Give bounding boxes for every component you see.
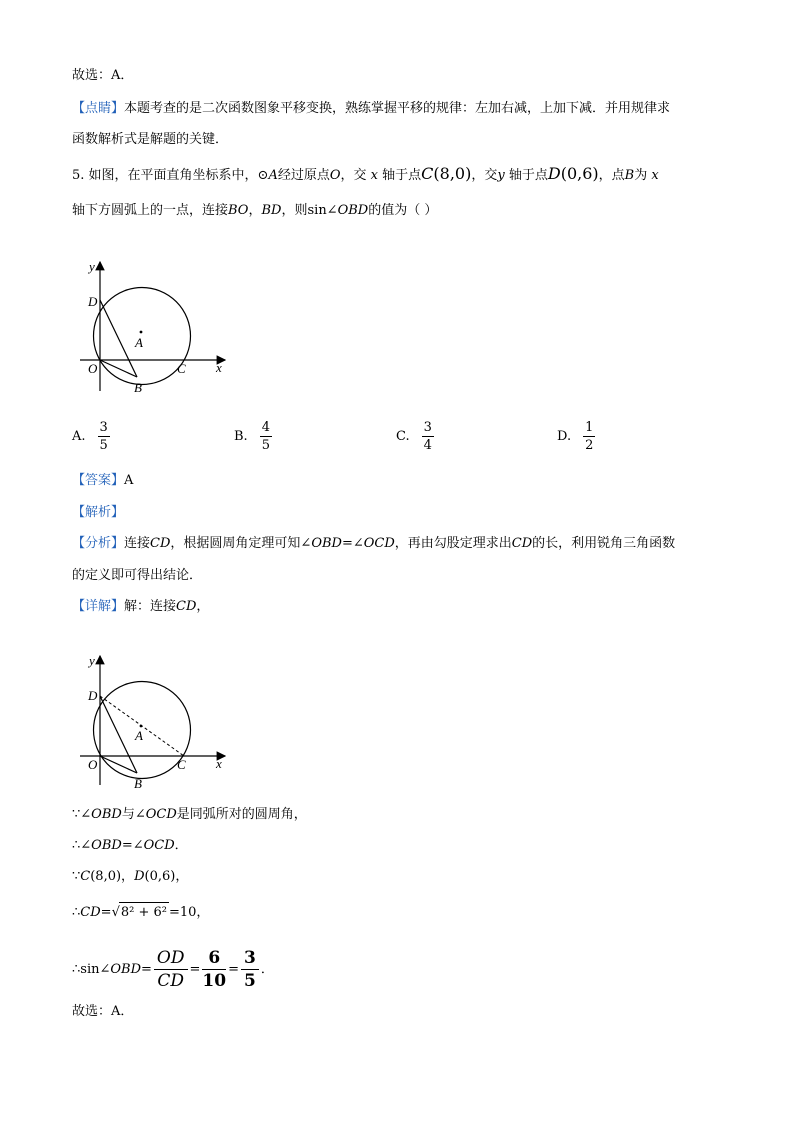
stem-text: ，点 xyxy=(598,168,625,183)
stem-var: A xyxy=(268,168,278,183)
label-a: A xyxy=(135,728,143,743)
comment-tag: 【点睛】 xyxy=(72,101,125,116)
step-text: 是同弧所对的圆周角， xyxy=(176,807,307,822)
stem-text: 轴下方圆弧上的一点，连接 xyxy=(72,203,229,218)
label-y: y xyxy=(89,259,95,274)
step-text: = xyxy=(141,962,152,977)
stem-var: D xyxy=(547,164,561,183)
stem-var: x xyxy=(651,168,659,183)
option-a[interactable] xyxy=(72,415,114,457)
label-b: B xyxy=(134,776,142,791)
step-3 xyxy=(72,867,188,887)
fraction-od-cd xyxy=(154,947,188,992)
step-text: ∴∠ xyxy=(72,838,92,853)
answer-value: A xyxy=(124,473,134,488)
fenxi-var: CD xyxy=(150,536,171,551)
label-d: D xyxy=(88,294,98,309)
fenxi-text: 的长，利用锐角三角函数 xyxy=(532,536,676,551)
stem-var: OBD xyxy=(337,203,369,218)
step-var: OCD xyxy=(145,807,177,822)
fenxi-line-1 xyxy=(72,534,675,554)
step-text: (0,6)， xyxy=(144,869,189,884)
option-fraction xyxy=(260,419,272,454)
frac-den: 5 xyxy=(243,971,256,991)
stem-text: 轴于点 xyxy=(382,168,422,183)
detail-var: CD xyxy=(176,599,197,614)
stem-var: C xyxy=(421,164,434,183)
option-fraction xyxy=(422,419,434,454)
segment-bd xyxy=(100,300,137,377)
detail-tag: 【详解】 xyxy=(72,599,125,614)
label-y: y xyxy=(89,653,95,668)
fenxi-text: ，根据圆周角定理可知∠ xyxy=(170,536,312,551)
option-label: C. xyxy=(396,428,410,444)
analysis-line xyxy=(72,503,124,523)
prev-comment-line-2: 函数解析式是解题的关键． xyxy=(72,132,229,147)
frac-den: 10 xyxy=(202,971,227,991)
final-choose: 故选：A． xyxy=(72,1004,134,1019)
fenxi-var: OBD xyxy=(311,536,342,551)
frac-num: 6 xyxy=(202,947,226,970)
step-text: ∵ xyxy=(72,869,81,884)
option-label: B. xyxy=(234,428,248,444)
stem-var: y xyxy=(497,168,505,183)
step-text: ． xyxy=(174,838,188,853)
fenxi-var: OCD xyxy=(363,536,395,551)
step-text: =10， xyxy=(168,905,210,920)
option-fraction xyxy=(583,419,595,454)
label-c: C xyxy=(177,361,186,376)
label-o: O xyxy=(88,757,98,772)
stem-text: 5. 如图，在平面直角坐标系中，⊙ xyxy=(72,168,269,183)
sqrt-sign: √ xyxy=(111,905,120,920)
frac-den: CD xyxy=(157,971,185,991)
frac-num: 3 xyxy=(241,947,259,970)
frac-den: 5 xyxy=(99,437,108,453)
prev-comment-line-1 xyxy=(72,99,670,119)
step-text: = xyxy=(189,962,201,977)
option-fraction xyxy=(98,419,110,454)
fenxi-text: ，再由勾股定理求出 xyxy=(394,536,512,551)
frac-num: 3 xyxy=(423,419,432,435)
frac-den: 4 xyxy=(423,437,432,453)
label-b: B xyxy=(134,380,142,395)
frac-den: 2 xyxy=(585,437,594,453)
step-var: OBD xyxy=(110,962,142,977)
step-text: ∴ xyxy=(72,905,81,920)
step-text: =∠ xyxy=(121,838,144,853)
option-label: A. xyxy=(72,428,86,444)
label-x: x xyxy=(216,756,222,771)
detail-line xyxy=(72,597,209,617)
fraction-6-10 xyxy=(202,947,226,992)
frac-num: 3 xyxy=(99,419,108,435)
stem-text: 轴于点 xyxy=(508,168,548,183)
option-c[interactable] xyxy=(396,415,438,457)
step-text: (8,0)， xyxy=(90,869,135,884)
prev-choose: 故选：A． xyxy=(72,68,134,83)
center-dot xyxy=(140,725,143,728)
stem-var: B xyxy=(624,168,635,183)
step-text: ． xyxy=(260,962,274,977)
step-text: ∴sin∠ xyxy=(72,962,111,977)
fraction-3-5 xyxy=(241,947,259,992)
step-var: OBD xyxy=(91,838,122,853)
question-stem-line-1 xyxy=(72,164,659,186)
fenxi-text: =∠ xyxy=(341,536,364,551)
label-a: A xyxy=(135,335,143,350)
step-4 xyxy=(72,902,209,923)
label-d: D xyxy=(88,688,98,703)
solution-figure xyxy=(80,650,230,792)
stem-text: 的值为（ ） xyxy=(368,203,438,218)
question-figure xyxy=(80,256,230,398)
stem-text: sin∠ xyxy=(307,203,338,218)
fenxi-var: CD xyxy=(511,536,533,551)
step-text: 与∠ xyxy=(121,807,146,822)
step-text: = xyxy=(100,905,112,920)
step-2 xyxy=(72,836,188,856)
label-x: x xyxy=(216,360,222,375)
comment-text-1: 本题考查的是二次函数图象平移变换，熟练掌握平移的规律：左加右减，上加下减．并用规律求 xyxy=(124,101,671,116)
detail-text: ， xyxy=(196,599,210,614)
stem-var: x xyxy=(370,168,379,183)
step-var: OBD xyxy=(91,807,122,822)
option-d[interactable] xyxy=(557,415,599,457)
label-c: C xyxy=(177,757,186,772)
frac-num: 4 xyxy=(261,419,270,435)
stem-text: ，则 xyxy=(281,203,308,218)
fenxi-tag: 【分析】 xyxy=(72,536,125,551)
step-var: C xyxy=(80,869,91,884)
center-dot xyxy=(140,331,143,334)
stem-coord: (0,6) xyxy=(560,164,599,183)
stem-text: ，交 xyxy=(471,168,498,183)
question-stem-line-2 xyxy=(72,201,437,221)
option-b[interactable] xyxy=(234,415,276,457)
sqrt-radicand: 8² + 6² xyxy=(119,902,169,923)
answer-tag: 【答案】 xyxy=(72,473,125,488)
analysis-tag: 【解析】 xyxy=(72,505,125,520)
step-text: = xyxy=(228,962,239,977)
step-text: ∵∠ xyxy=(72,807,92,822)
frac-num: OD xyxy=(154,947,188,970)
stem-var: O xyxy=(329,168,341,183)
stem-var: BD xyxy=(261,203,282,218)
fenxi-text: 连接 xyxy=(124,536,151,551)
stem-text: ，交 xyxy=(340,168,367,183)
answer-line xyxy=(72,471,133,491)
stem-coord: (8,0) xyxy=(433,164,472,183)
step-var: D xyxy=(134,869,145,884)
step-1 xyxy=(72,805,307,825)
frac-den: 5 xyxy=(261,437,270,453)
step-5 xyxy=(72,946,274,994)
frac-num: 1 xyxy=(585,419,594,435)
stem-text: 经过原点 xyxy=(277,168,330,183)
step-var: OCD xyxy=(143,838,175,853)
fenxi-line-2: 的定义即可得出结论． xyxy=(72,568,203,583)
segment-bo xyxy=(100,756,137,773)
label-o: O xyxy=(88,361,98,376)
step-var: CD xyxy=(80,905,101,920)
stem-text: 为 xyxy=(634,168,648,183)
detail-text: 解：连接 xyxy=(124,599,177,614)
stem-var: BO xyxy=(228,203,249,218)
stem-text: ， xyxy=(248,203,262,218)
option-label: D. xyxy=(557,428,572,444)
